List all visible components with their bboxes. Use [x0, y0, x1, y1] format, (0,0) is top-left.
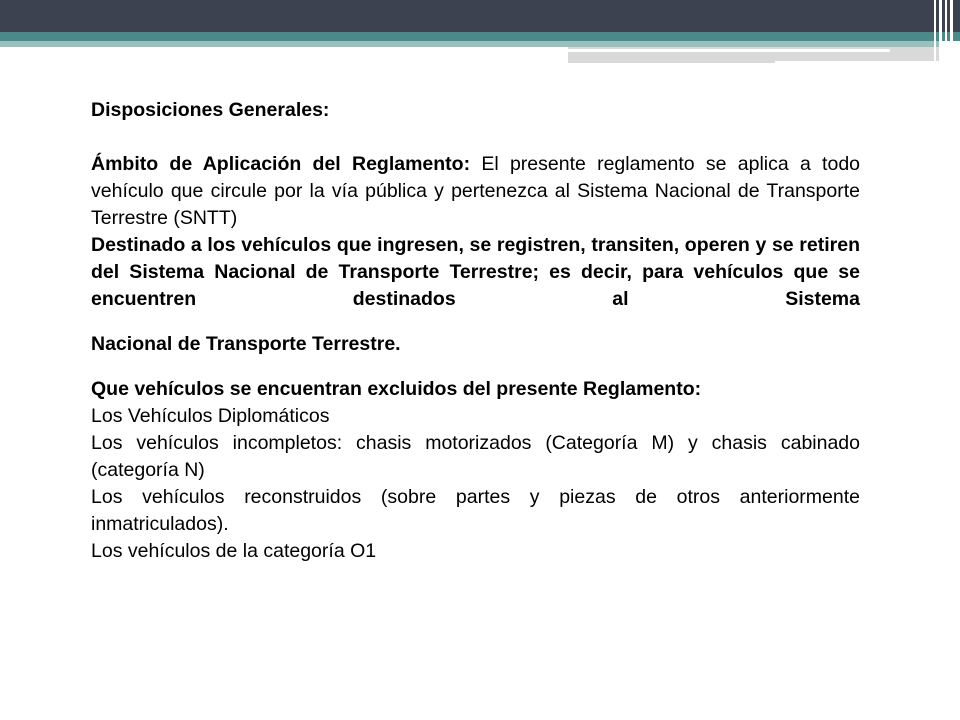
- excluidos-item-4: Los vehículos de la categoría O1: [91, 540, 377, 562]
- header-white-line-lower: [775, 61, 945, 63]
- slide-content: [91, 97, 860, 565]
- ambito-text: El presente reglamento se aplica a todo vehículo que circule por la vía pública y pertenezca al Sistema Nacional de Transporte Terrestre (SNTT): [91, 153, 861, 229]
- destinado-continuation: Nacional de Transporte Terrestre.: [91, 333, 401, 355]
- destinado-paragraph: Destinado a los vehículos que ingresen, se registren, transiten, operen y se retiren del Sistema Nacional de Transporte Terrestre; es decir, para vehículos que se encuentren destinados al Sistema: [91, 234, 860, 310]
- ambito-paragraph: [91, 151, 860, 232]
- excluidos-item-1: Los Vehículos Diplomáticos: [91, 405, 330, 427]
- excluidos-title: Que vehículos se encuentran excluidos del presente Reglamento:: [91, 378, 702, 400]
- ambito-label: Ámbito de Aplicación del Reglamento:: [91, 153, 471, 175]
- excluidos-item-2: Los vehículos incompletos: chasis motorizados (Categoría M) y chasis cabinado (categoría N): [91, 432, 860, 481]
- header-teal-band: [0, 32, 960, 41]
- header-dark-band: [0, 0, 960, 32]
- header-stripes: [928, 0, 960, 64]
- header-white-line: [568, 49, 890, 52]
- section-heading: Disposiciones Generales:: [91, 99, 330, 121]
- excluidos-item-3: Los vehículos reconstruidos (sobre partes y piezas de otros anteriormente inmatriculados).: [91, 486, 860, 535]
